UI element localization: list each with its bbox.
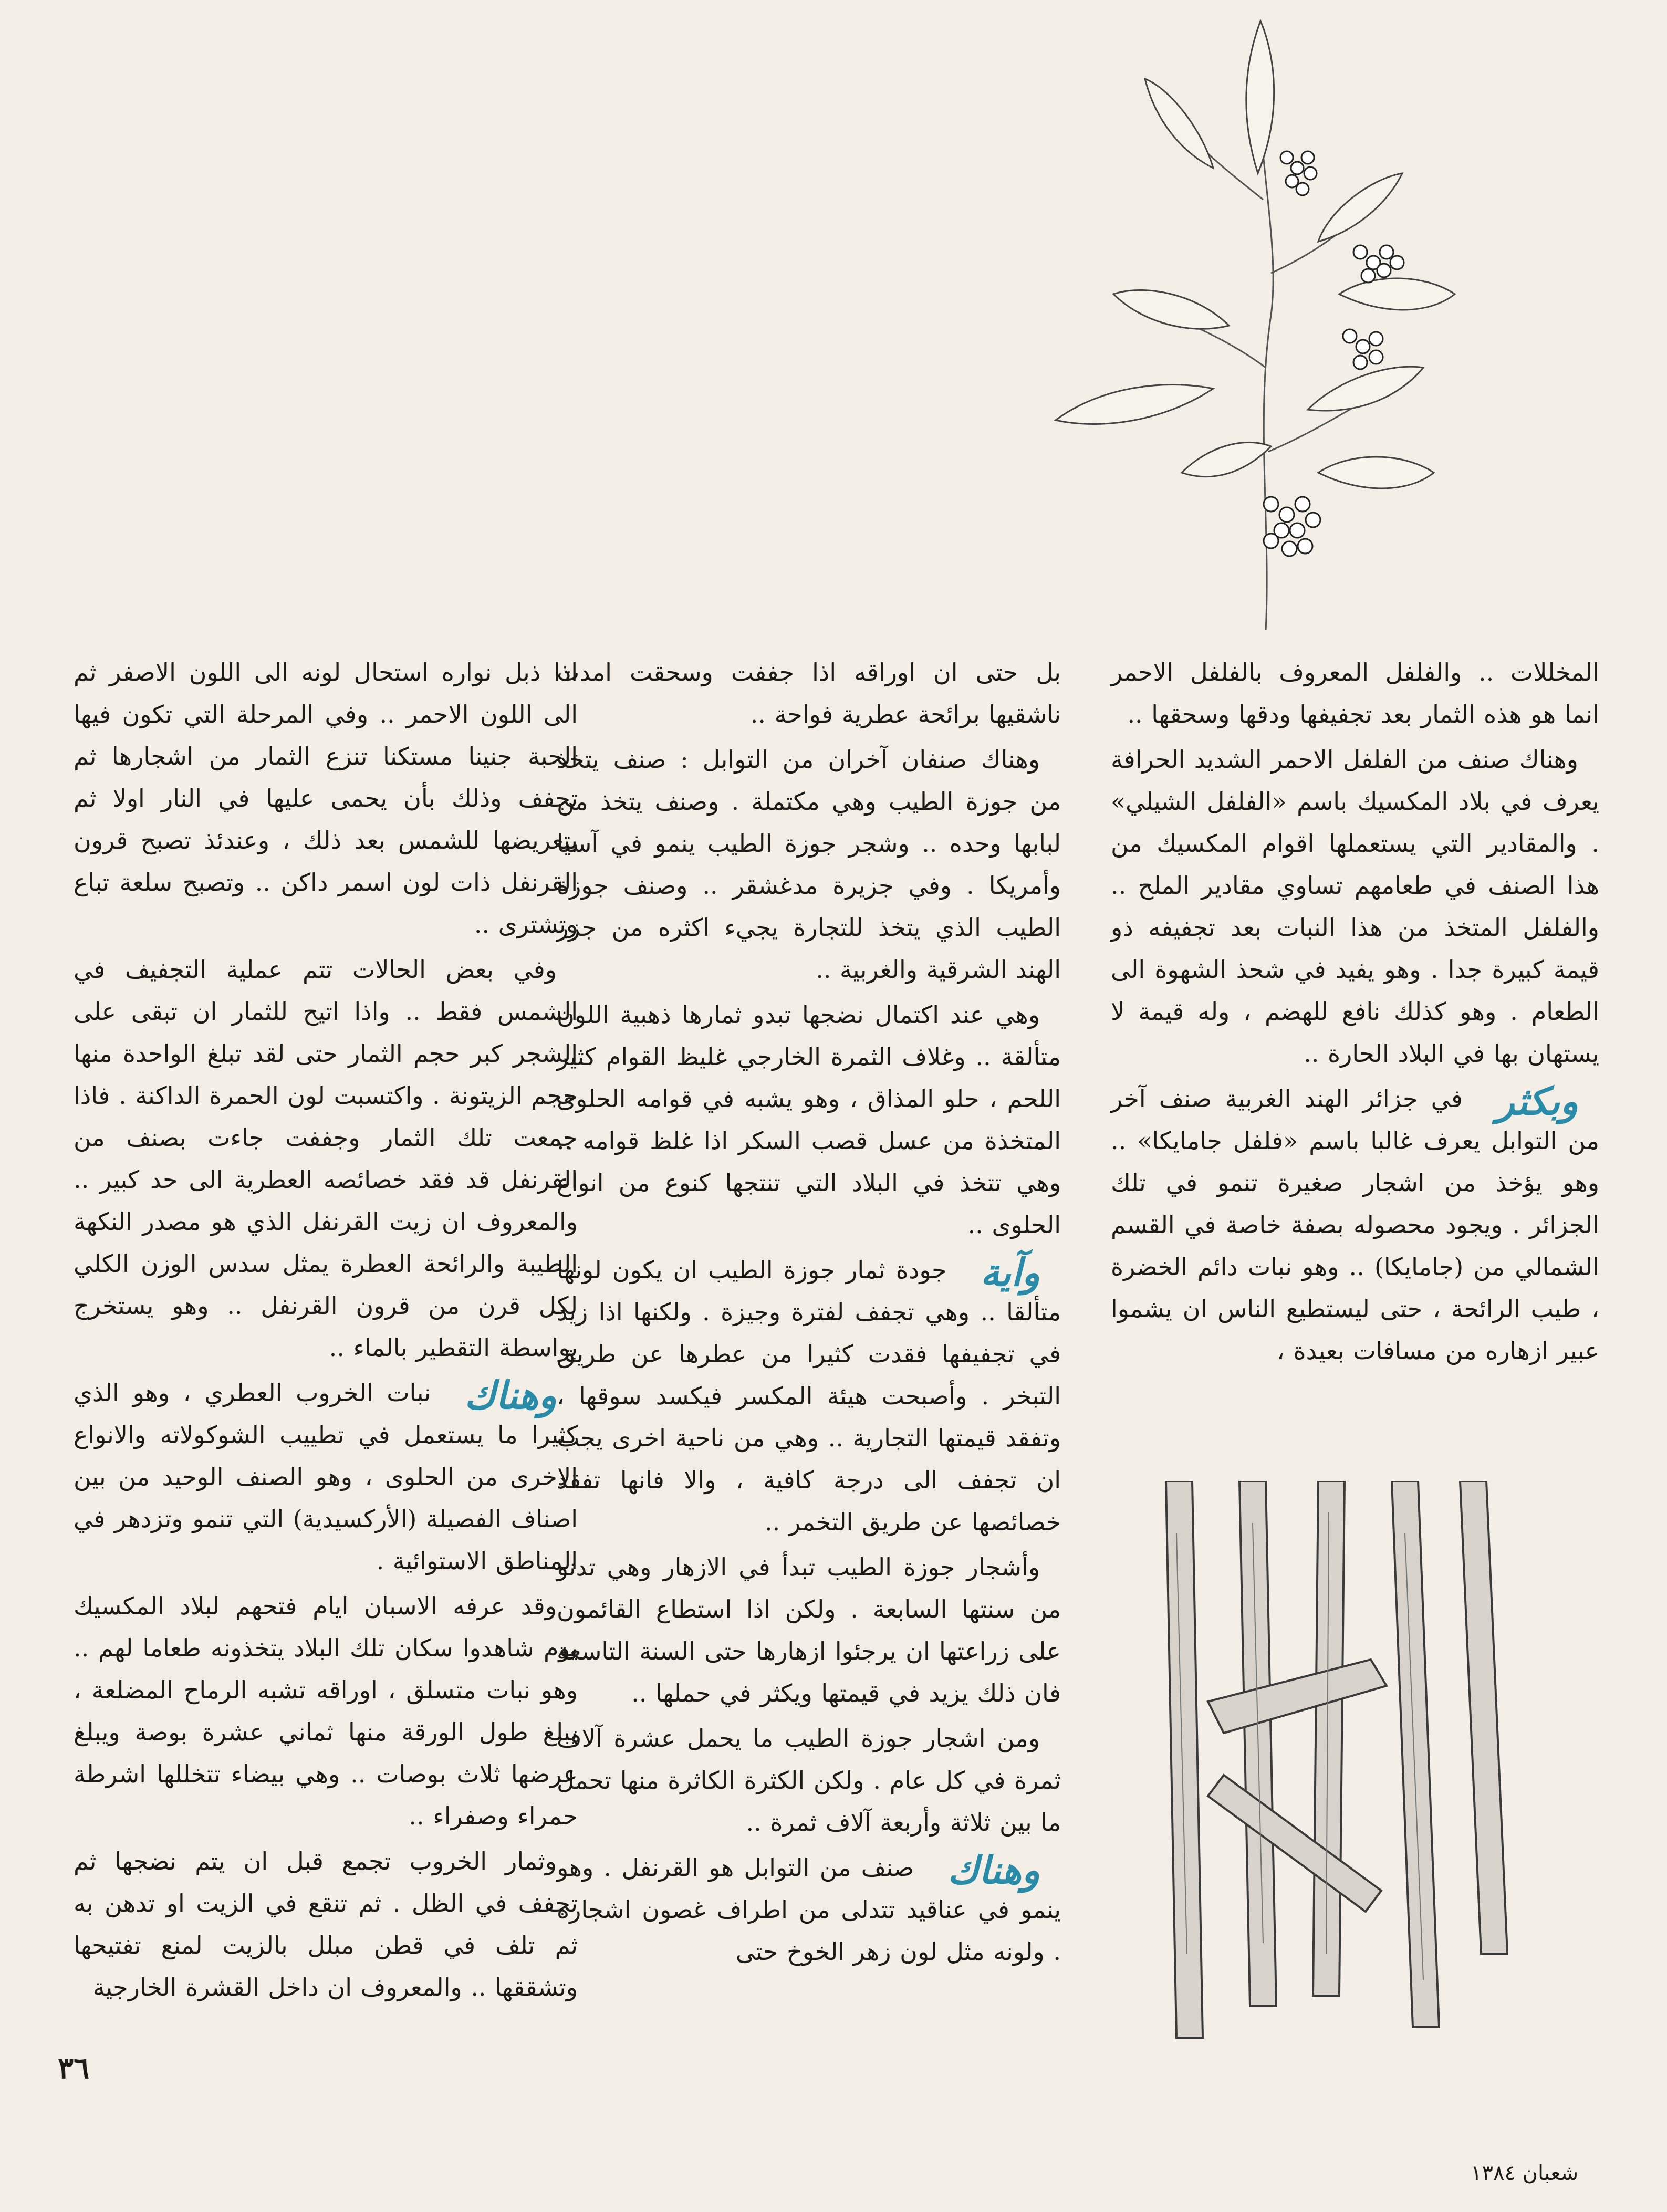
- paragraph: وفي بعض الحالات تتم عملية التجفيف في الشمس فقط .. واذا اتيح للثمار ان تبقى على الشجر كبر حجم الثمار حتى لقد تبلغ الواحدة منها حجم الزيتونة . واكتسبت لون الحمرة الداكنة . فاذا جمعت تلك الثمار وجففت جاءت بصنف من القرنفل قد فقد خصائصه العطرية الى حد كبير .. والمعروف ان زيت القرنفل الذي هو مصدر النكهة الطيبة والرائحة العطرة يمثل سدس الوزن الكلي لكل قرن من قرون القرنفل .. وهو يستخرج بواسطة التقطير بالماء ..: [74, 955, 578, 1362]
- paragraph: صنف من التوابل هو القرنفل . وهو ينمو في عناقيد تتدلى من اطراف غصون اشجاره . ولونه مثل لون زهر الخوخ حتى: [557, 1853, 1061, 1966]
- paragraph: وهي عند اكتمال نضجها تبدو ثمارها ذهبية اللون متألقة .. وغلاف الثمرة الخارجي غليظ القوام كثير اللحم ، حلو المذاق ، وهو يشبه في قوامه الحلوى المتخذة من عسل قصب السكر اذا غلظ قوامه .. وهي تتخذ في البلاد التي تنتجها كنوع من انواع الحلوى ..: [557, 1000, 1061, 1239]
- section-callout: وهناك: [464, 1373, 557, 1417]
- text-column-right: [1111, 651, 1599, 1375]
- footer-issue-date: شعبان ١٣٨٤: [1471, 2161, 1579, 2185]
- section-callout: وبكثر: [1496, 1079, 1578, 1123]
- paragraph: جودة ثمار جوزة الطيب ان يكون لونها متألقا .. وهي تجفف لفترة وجيزة . ولكنها اذا زيد في تجفيفها فقدت كثيرا من عطرها عن طريق التبخر . وأصبحت هيئة المكسر فيكسد سوقها ، وتفقد قيمتها التجارية .. وهي من ناحية اخرى يجب ان تجفف الى درجة كافية ، والا فانها تفقد خصائصها عن طريق التخمر ..: [557, 1256, 1061, 1536]
- paragraph: وثمار الخروب تجمع قبل ان يتم نضجها ثم تجفف في الظل . ثم تنقع في الزيت او تدهن به ثم تلف في قطن مبلل بالزيت لمنع تفتيحها وتشققها .. والمعروف ان داخل القشرة الخارجية: [74, 1847, 578, 2001]
- cinnamon-sticks-illustration: [1145, 1481, 1523, 2048]
- paragraph: في جزائر الهند الغربية صنف آخر من التوابل يعرف غالبا باسم «فلفل جامايكا» .. وهو يؤخذ من اشجار صغيرة تنمو في تلك الجزائر . ويجود محصوله بصفة خاصة في القسم الشمالي من (جامايكا) .. وهو نبات دائم الخضرة ، طيب الرائحة ، حتى ليستطيع الناس ان يشموا عبير ازهاره من مسافات بعيدة ،: [1111, 1084, 1599, 1365]
- section-callout: وهناك: [947, 1848, 1040, 1892]
- paragraph: ومن اشجار جوزة الطيب ما يحمل عشرة آلاف ثمرة في كل عام . ولكن الكثرة الكاثرة منها تحمل ما بين ثلاثة وأربعة آلاف ثمرة ..: [557, 1724, 1061, 1837]
- text-column-left: [74, 651, 578, 2011]
- paragraph: نبات الخروب العطري ، وهو الذي كثيرا ما يستعمل في تطييب الشوكولاته والانواع الاخرى من الحلوى ، وهو الصنف الوحيد من بين اصناف الفصيلة (الأركسيدية) التي تنمو وتزدهر في المناطق الاستوائية .: [74, 1379, 578, 1575]
- paragraph: بل حتى ان اوراقه اذا جففت وسحقت امدت ناشقيها برائحة عطرية فواحة ..: [557, 658, 1061, 728]
- paragraph: وأشجار جوزة الطيب تبدأ في الازهار وهي تدنو من سنتها السابعة . ولكن اذا استطاع القائمون على زراعتها ان يرجئوا ازهارها حتى السنة التاسعة فان ذلك يزيد في قيمتها ويكثر في حملها ..: [557, 1553, 1061, 1707]
- text-column-middle: [557, 651, 1061, 1976]
- allspice-plant-illustration: [1024, 0, 1476, 630]
- paragraph: اذا ذبل نواره استحال لونه الى اللون الاصفر ثم الى اللون الاحمر .. وفي المرحلة التي تكون فيها الحبة جنينا مستكنا تنزع الثمار من اشجارها ثم تجفف وذلك بأن يحمى عليها في النار اولا ثم بتعريضها للشمس بعد ذلك ، وعندئذ تصبح قرون القرنفل ذات لون اسمر داكن .. وتصبح سلعة تباع وتشترى ..: [74, 658, 578, 938]
- paragraph: وقد عرفه الاسبان ايام فتحهم لبلاد المكسيك يوم شاهدوا سكان تلك البلاد يتخذونه طعاما لهم .. وهو نبات متسلق ، اوراقه تشبه الرماح المضلعة ، يبلغ طول الورقة منها ثماني عشرة بوصة ويبلغ عرضها ثلاث بوصات .. وهي بيضاء تتخللها اشرطة حمراء وصفراء ..: [74, 1592, 578, 1830]
- paragraph: وهناك صنفان آخران من التوابل : صنف يتخذ من جوزة الطيب وهي مكتملة . وصنف يتخذ من لبابها وحده .. وشجر جوزة الطيب ينمو في آسيا وأمريكا . وفي جزيرة مدغشقر .. وصنف جوزة الطيب الذي يتخذ للتجارة يجيء اكثره من جزر الهند الشرقية والغربية ..: [557, 745, 1061, 984]
- paragraph: المخللات .. والفلفل المعروف بالفلفل الاحمر انما هو هذه الثمار بعد تجفيفها ودقها وسحقها ..: [1111, 658, 1599, 728]
- paragraph: وهناك صنف من الفلفل الاحمر الشديد الحرافة يعرف في بلاد المكسيك باسم «الفلفل الشيلي» . والمقادير التي يستعملها اقوام المكسيك من هذا الصنف في طعامهم تساوي مقادير الملح .. والفلفل المتخذ من هذا النبات بعد تجفيفه ذو قيمة كبيرة جدا . وهو يفيد في شحذ الشهوة الى الطعام . وهو كذلك نافع للهضم ، وله قيمة لا يستهان بها في البلاد الحارة ..: [1111, 745, 1599, 1068]
- page-number: ٣٦: [58, 2051, 90, 2085]
- section-callout: وآية: [980, 1250, 1040, 1295]
